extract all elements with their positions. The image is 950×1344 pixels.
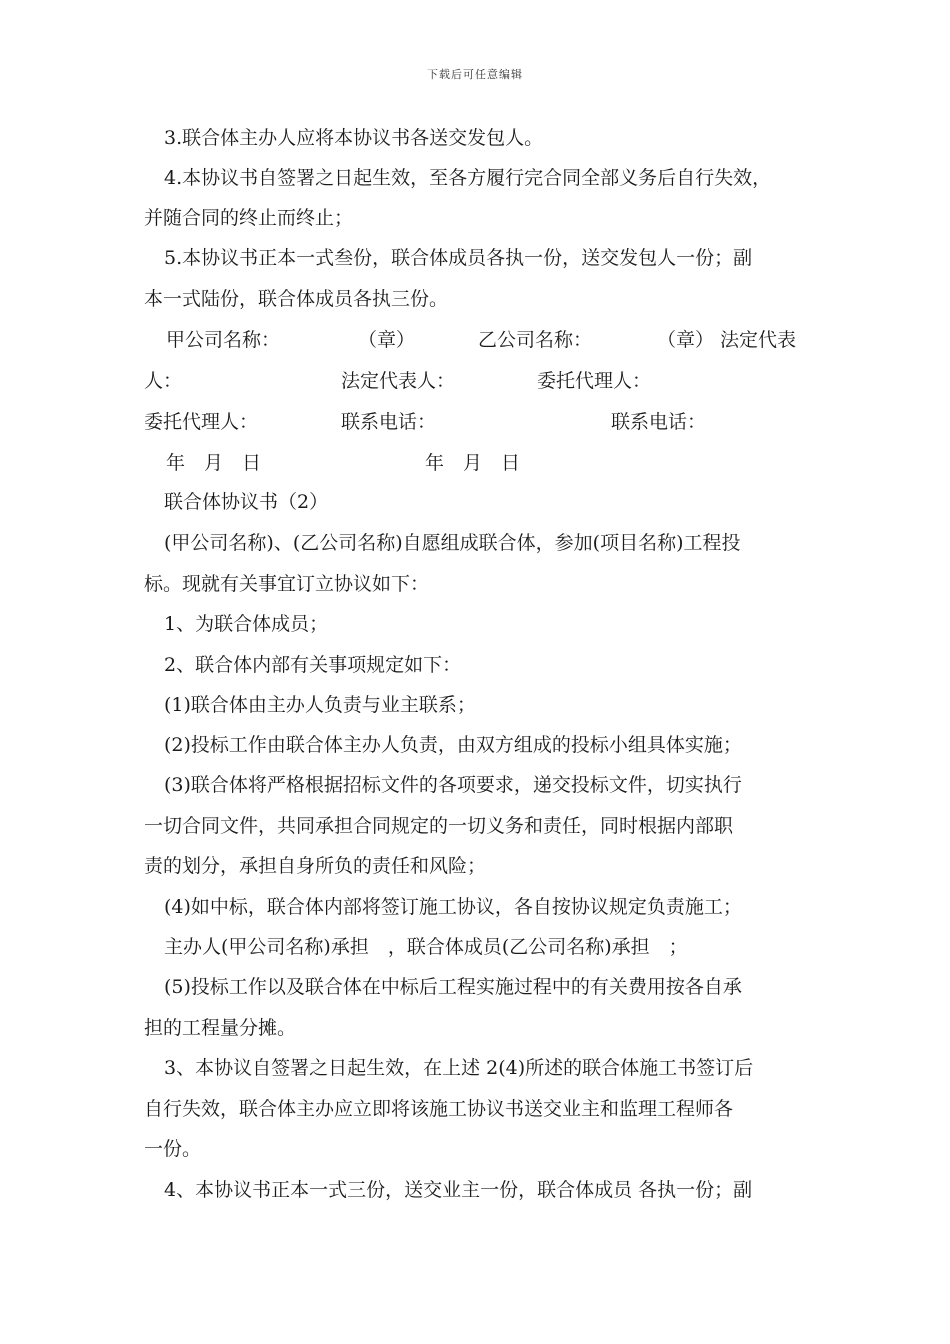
legal-rep-label-end: 人： (144, 370, 183, 392)
item-2-4: (4)如中标，联合体内部将签订施工协议，各自按协议规定负责施工； (164, 896, 742, 918)
item-2-4-detail: 主办人(甲公司名称)承担 ，联合体成员(乙公司名称)承担 ； (164, 936, 688, 958)
legal-rep-b-label: 法定代表人： (341, 370, 456, 392)
item-1: 1、为联合体成员； (164, 613, 329, 635)
item-2-3: (3)联合体将严格根据招标文件的各项要求，递交投标文件，切实执行 (164, 774, 742, 796)
item-3-cont-1: 自行失效，联合体主办应立即将该施工协议书送交业主和监理工程师各 (144, 1098, 734, 1120)
intro-cont: 标。现就有关事宜订立协议如下： (144, 573, 430, 595)
legal-rep-label-start: 法定代表 (720, 329, 797, 351)
agent-b-label: 委托代理人： (144, 411, 259, 433)
item-4: 4、本协议书正本一式三份，送交业主一份，联合体成员 各执一份；副 (164, 1179, 753, 1201)
seal-b: （章） (657, 329, 715, 351)
phone-b-label: 联系电话： (611, 411, 707, 433)
section-title: 联合体协议书（2） (164, 491, 329, 513)
clause-5-cont: 本一式陆份，联合体成员各执三份。 (144, 288, 449, 310)
clause-5: 5.本协议书正本一式叁份，联合体成员各执一份，送交发包人一份；副 (164, 247, 753, 269)
item-2-3-cont-2: 责的划分，承担自身所负的责任和风险； (144, 855, 487, 877)
party-b-name-label: 乙公司名称： (478, 329, 593, 351)
page-header: 下载后可任意编辑 (427, 68, 523, 81)
agent-a-label: 委托代理人： (537, 370, 652, 392)
clause-4-cont: 并随合同的终止而终止； (144, 207, 354, 229)
phone-a-label: 联系电话： (341, 411, 437, 433)
clause-3: 3.联合体主办人应将本协议书各送交发包人。 (164, 127, 544, 149)
item-2: 2、联合体内部有关事项规定如下： (164, 654, 462, 676)
clause-4: 4.本协议书自签署之日起生效，至各方履行完合同全部义务后自行失效， (164, 167, 772, 189)
item-3-cont-2: 一份。 (144, 1138, 202, 1160)
intro: (甲公司名称)、(乙公司名称)自愿组成联合体，参加(项目名称)工程投 (164, 532, 741, 554)
item-2-2: (2)投标工作由联合体主办人负责，由双方组成的投标小组具体实施； (164, 734, 742, 756)
item-2-1: (1)联合体由主办人负责与业主联系； (164, 694, 476, 716)
date-b: 年 月 日 (425, 452, 521, 474)
item-3: 3、本协议自签署之日起生效，在上述 2(4)所述的联合体施工书签订后 (164, 1057, 754, 1079)
item-2-5: (5)投标工作以及联合体在中标后工程实施过程中的有关费用按各自承 (164, 976, 742, 998)
seal-a: （章） (358, 329, 416, 351)
item-2-3-cont-1: 一切合同文件，共同承担合同规定的一切义务和责任，同时根据内部职 (144, 815, 734, 837)
date-a: 年 月 日 (166, 452, 262, 474)
party-a-name-label: 甲公司名称： (166, 329, 281, 351)
item-2-5-cont: 担的工程量分摊。 (144, 1017, 297, 1039)
